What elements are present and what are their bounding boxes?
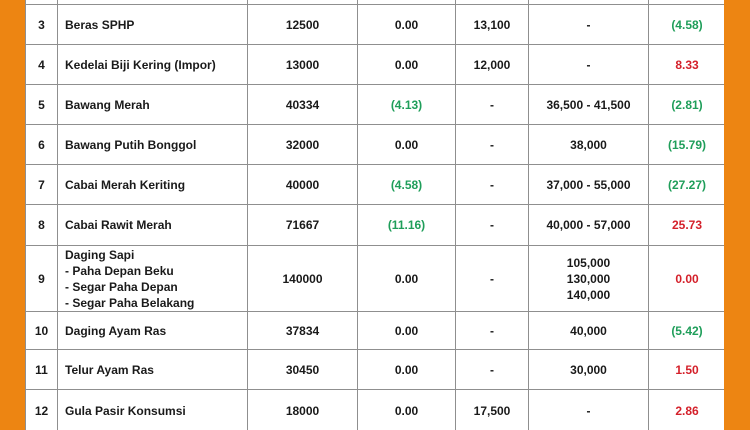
price-range-cell xyxy=(529,165,649,205)
price-cell: 12500 xyxy=(248,5,358,45)
percent-difference-cell: 25.73 xyxy=(649,205,725,246)
price-cell: 32000 xyxy=(248,125,358,165)
price-range-line: 40,000 xyxy=(570,323,607,338)
commodity-name-line: - Paha Depan Beku xyxy=(65,263,174,278)
row-number-cell: 4 xyxy=(26,45,58,85)
price-range-cell xyxy=(529,390,649,430)
commodity-name-cell xyxy=(58,205,248,246)
percent-difference-cell: (4.58) xyxy=(649,5,725,45)
percent-difference-cell: 8.33 xyxy=(649,45,725,85)
commodity-name-cell xyxy=(58,45,248,85)
percent-difference-cell: (15.79) xyxy=(649,125,725,165)
commodity-name-line: Cabai Rawit Merah xyxy=(65,218,172,232)
price-range-cell xyxy=(529,125,649,165)
commodity-name-line: Bawang Merah xyxy=(65,97,150,112)
price-cell: 13000 xyxy=(248,45,358,85)
price-range-cell xyxy=(529,350,649,390)
commodity-name-line: Kedelai Biji Kering (Impor) xyxy=(65,57,216,72)
table-row xyxy=(26,45,725,85)
change-cell: 0.00 xyxy=(358,246,456,312)
row-number-cell: 6 xyxy=(26,125,58,165)
commodity-name-line: Telur Ayam Ras xyxy=(65,362,154,377)
price-range-line: 38,000 xyxy=(570,137,607,152)
commodity-price-table xyxy=(25,0,724,430)
percent-difference-cell: (2.81) xyxy=(649,85,725,125)
reference-price-cell: - xyxy=(456,125,529,165)
commodity-name-line: Bawang Putih Bonggol xyxy=(65,137,197,152)
price-range-cell xyxy=(529,5,649,45)
change-cell: 0.00 xyxy=(358,312,456,350)
table-row xyxy=(26,125,725,165)
commodity-name-line: Daging Ayam Ras xyxy=(65,323,167,338)
reference-price-cell: - xyxy=(456,205,529,246)
commodity-name-line: - Segar Paha Belakang xyxy=(65,295,195,310)
price-range-cell xyxy=(529,312,649,350)
commodity-name-line: - Segar Paha Depan xyxy=(65,279,178,294)
reference-price-cell: 12,000 xyxy=(456,45,529,85)
price-range-cell xyxy=(529,246,649,312)
row-number-cell: 8 xyxy=(26,205,58,246)
row-number-cell: 12 xyxy=(26,390,58,430)
table-row xyxy=(26,5,725,45)
commodity-name-line: Gula Pasir Konsumsi xyxy=(65,403,186,418)
percent-difference-cell: (27.27) xyxy=(649,165,725,205)
change-cell: 0.00 xyxy=(358,390,456,430)
change-cell: 0.00 xyxy=(358,45,456,85)
reference-price-cell: 17,500 xyxy=(456,390,529,430)
price-range-line: 40,000 - 57,000 xyxy=(546,218,631,232)
price-cell: 40000 xyxy=(248,165,358,205)
table-row xyxy=(26,312,725,350)
reference-price-cell: - xyxy=(456,85,529,125)
row-number-cell: 11 xyxy=(26,350,58,390)
price-cell: 40334 xyxy=(248,85,358,125)
reference-price-cell: - xyxy=(456,312,529,350)
row-number-cell: 5 xyxy=(26,85,58,125)
commodity-name-cell xyxy=(58,165,248,205)
change-cell: 0.00 xyxy=(358,350,456,390)
row-number-cell: 9 xyxy=(26,246,58,312)
commodity-name-cell xyxy=(58,390,248,430)
price-range-line: 30,000 xyxy=(570,362,607,377)
row-number-cell: 7 xyxy=(26,165,58,205)
commodity-name-cell xyxy=(58,246,248,312)
price-range-line: 36,500 - 41,500 xyxy=(546,97,631,112)
reference-price-cell: - xyxy=(456,246,529,312)
commodity-name-cell xyxy=(58,5,248,45)
change-cell: (4.13) xyxy=(358,85,456,125)
commodity-name-line: Daging Sapi xyxy=(65,247,135,262)
change-cell: (4.58) xyxy=(358,165,456,205)
table-body xyxy=(26,0,725,430)
reference-price-cell: - xyxy=(456,350,529,390)
price-cell: 71667 xyxy=(248,205,358,246)
change-cell: 0.00 xyxy=(358,5,456,45)
change-cell: (11.16) xyxy=(358,205,456,246)
price-cell: 30450 xyxy=(248,350,358,390)
price-range-line: 37,000 - 55,000 xyxy=(546,177,631,192)
table-row xyxy=(26,246,725,312)
table-row xyxy=(26,165,725,205)
price-cell: 140000 xyxy=(248,246,358,312)
price-range-cell xyxy=(529,205,649,246)
price-range-cell xyxy=(529,85,649,125)
price-range-line: - xyxy=(586,403,591,418)
reference-price-cell: - xyxy=(456,165,529,205)
table-row xyxy=(26,390,725,430)
row-number-cell: 10 xyxy=(26,312,58,350)
change-cell: 0.00 xyxy=(358,125,456,165)
commodity-name-cell xyxy=(58,125,248,165)
row-number-cell: 3 xyxy=(26,5,58,45)
percent-difference-cell: (5.42) xyxy=(649,312,725,350)
table-frame xyxy=(25,0,724,430)
commodity-name-cell xyxy=(58,350,248,390)
price-cell: 37834 xyxy=(248,312,358,350)
commodity-name-line: Cabai Merah Keriting xyxy=(65,177,186,192)
price-range-cell xyxy=(529,45,649,85)
price-range-line: 140,000 xyxy=(566,287,611,302)
reference-price-cell: 13,100 xyxy=(456,5,529,45)
table-row xyxy=(26,205,725,246)
table-row xyxy=(26,350,725,390)
commodity-name-line: Beras SPHP xyxy=(65,17,135,32)
table-row xyxy=(26,85,725,125)
percent-difference-cell: 1.50 xyxy=(649,350,725,390)
price-cell: 18000 xyxy=(248,390,358,430)
price-range-line: 105,000 xyxy=(566,255,611,270)
commodity-name-cell xyxy=(58,312,248,350)
price-range-line: 130,000 xyxy=(566,271,611,286)
percent-difference-cell: 2.86 xyxy=(649,390,725,430)
price-range-line: - xyxy=(586,17,591,32)
price-range-line: - xyxy=(586,57,591,72)
commodity-name-cell xyxy=(58,85,248,125)
percent-difference-cell: 0.00 xyxy=(649,246,725,312)
